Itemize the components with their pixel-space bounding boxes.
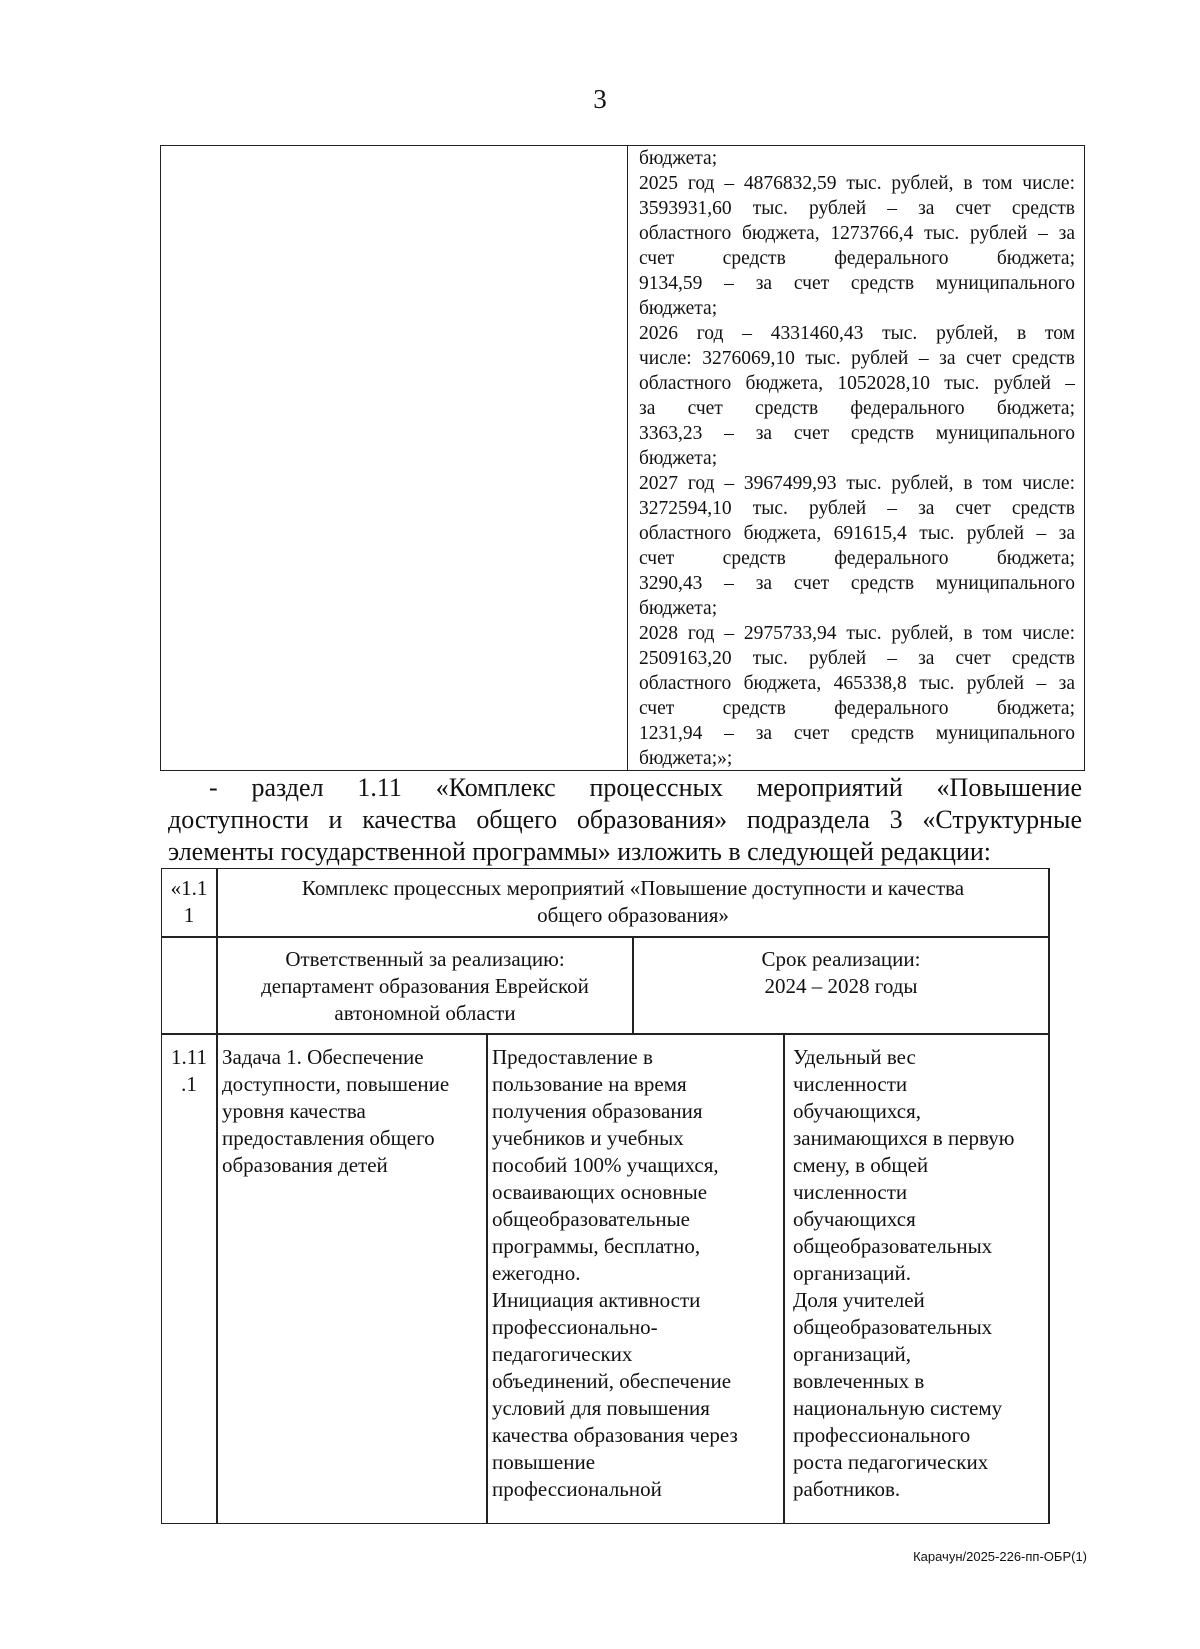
budget-line: 3593931,60 тыс. рублей – за счет средств bbox=[639, 198, 1075, 219]
budget-line: 2027 год – 3967499,93 тыс. рублей, в том числе: bbox=[639, 473, 1075, 494]
budget-line: за счет средств федерального бюджета; bbox=[639, 398, 1075, 419]
indicators-line: занимающихся в первую bbox=[793, 1126, 1015, 1150]
effects-line: общеобразовательные bbox=[492, 1207, 690, 1231]
indicators-cell bbox=[793, 1044, 1045, 1503]
budget-line: областного бюджета, 691615,4 тыс. рублей – за bbox=[639, 523, 1075, 544]
effects-line: пользование на время bbox=[492, 1072, 687, 1096]
paragraph-line: элементы государственной программы» изложить в следующей редакции: bbox=[168, 837, 992, 866]
indicators-line: численности bbox=[793, 1180, 908, 1204]
budget-line: областного бюджета, 1052028,10 тыс. рублей – bbox=[639, 373, 1075, 394]
program-table bbox=[161, 868, 1050, 1524]
header-number bbox=[162, 875, 216, 929]
indicators-line: организаций. bbox=[793, 1261, 911, 1285]
header-title bbox=[218, 875, 1048, 929]
header-title-line: Комплекс процессных мероприятий «Повышение доступности и качества bbox=[301, 876, 965, 900]
row-number-line: .1 bbox=[181, 1072, 197, 1096]
effects-line: осваивающих основные bbox=[492, 1180, 708, 1204]
effects-line: педагогических bbox=[492, 1342, 633, 1366]
effects-column-rule bbox=[783, 1033, 785, 1524]
budget-line: 2025 год – 4876832,59 тыс. рублей, в том числе: bbox=[639, 173, 1075, 194]
responsible-line: Ответственный за реализацию: bbox=[285, 947, 565, 971]
budget-line: 3290,43 – за счет средств муниципального bbox=[639, 573, 1075, 594]
header-number-line: 1 bbox=[183, 903, 195, 927]
budget-line: счет средств федерального бюджета; bbox=[639, 248, 1075, 269]
indicators-line: роста педагогических bbox=[793, 1450, 989, 1474]
table-right-border bbox=[1048, 869, 1050, 1524]
effects-line: ежегодно. bbox=[492, 1261, 581, 1285]
effects-line: Инициация активности bbox=[492, 1288, 701, 1312]
row-number bbox=[162, 1044, 216, 1098]
indicators-line: организаций, bbox=[793, 1342, 911, 1366]
effects-line: объединений, обеспечение bbox=[492, 1369, 732, 1393]
indicators-line: работников. bbox=[793, 1477, 901, 1501]
effects-line: повышение bbox=[492, 1450, 596, 1474]
task-line: предоставления общего bbox=[222, 1126, 435, 1150]
budget-line: бюджета;»; bbox=[639, 748, 733, 769]
effects-line: профессиональной bbox=[492, 1477, 662, 1501]
row-number-line: 1.11 bbox=[171, 1045, 207, 1069]
period-cell bbox=[634, 946, 1048, 1000]
budget-line: бюджета; bbox=[639, 298, 718, 319]
budget-financing-cell bbox=[639, 146, 1075, 771]
budget-line: 3272594,10 тыс. рублей – за счет средств bbox=[639, 498, 1075, 519]
indicators-line: профессионального bbox=[793, 1423, 971, 1447]
effects-line: получения образования bbox=[492, 1099, 703, 1123]
task-line: уровня качества bbox=[222, 1099, 366, 1123]
task-column-rule bbox=[486, 1033, 488, 1524]
period-line: 2024 – 2028 годы bbox=[764, 974, 918, 998]
effects-line: учебников и учебных bbox=[492, 1126, 684, 1150]
budget-line: счет средств федерального бюджета; bbox=[639, 548, 1075, 569]
effects-line: программы, бесплатно, bbox=[492, 1234, 701, 1258]
indicators-line: вовлеченных в bbox=[793, 1369, 925, 1393]
indicators-line: общеобразовательных bbox=[793, 1315, 993, 1339]
table-header-bottom-rule bbox=[162, 936, 1050, 938]
effects-line: Предоставление в bbox=[492, 1045, 653, 1069]
budget-line: бюджета; bbox=[639, 598, 718, 619]
budget-line: областного бюджета, 465338,8 тыс. рублей – за bbox=[639, 673, 1075, 694]
page-number: 3 bbox=[593, 84, 607, 114]
table-meta-bottom-rule bbox=[162, 1033, 1050, 1035]
header-title-line: общего образования» bbox=[537, 903, 729, 927]
document-footer-code: Карачун/2025-226-пп-ОБР(1) bbox=[913, 1549, 1087, 1564]
paragraph-line: - раздел 1.11 «Комплекс процессных мероприятий «Повышение bbox=[209, 773, 1082, 802]
indicators-line: обучающихся, bbox=[793, 1099, 921, 1123]
budget-line: 2026 год – 4331460,43 тыс. рублей, в том bbox=[639, 323, 1075, 344]
budget-line: бюджета; bbox=[639, 148, 718, 169]
task-cell bbox=[222, 1044, 484, 1179]
budget-line: 2028 год – 2975733,94 тыс. рублей, в том числе: bbox=[639, 623, 1075, 644]
indicators-line: Доля учителей bbox=[793, 1288, 925, 1312]
period-line: Срок реализации: bbox=[761, 947, 921, 971]
task-line: образования детей bbox=[222, 1153, 388, 1177]
effects-line: условий для повышения bbox=[492, 1396, 710, 1420]
budget-table-divider bbox=[627, 146, 628, 770]
budget-line: 3363,23 – за счет средств муниципального bbox=[639, 423, 1075, 444]
effects-line: профессионально- bbox=[492, 1315, 658, 1339]
effects-line: качества образования через bbox=[492, 1423, 738, 1447]
budget-line: бюджета; bbox=[639, 448, 718, 469]
budget-line: числе: 3276069,10 тыс. рублей – за счет средств bbox=[639, 348, 1075, 369]
paragraph-line: доступности и качества общего образования» подраздела 3 «Структурные bbox=[168, 805, 1082, 834]
indicators-line: общеобразовательных bbox=[793, 1234, 993, 1258]
budget-line: счет средств федерального бюджета; bbox=[639, 698, 1075, 719]
amendment-paragraph bbox=[168, 772, 1082, 868]
responsible-cell bbox=[218, 946, 632, 1027]
indicators-line: национальную систему bbox=[793, 1396, 1003, 1420]
responsible-line: автономной области bbox=[334, 1001, 516, 1025]
budget-line: 9134,59 – за счет средств муниципального bbox=[639, 273, 1075, 294]
budget-line: 2509163,20 тыс. рублей – за счет средств bbox=[639, 648, 1075, 669]
indicators-line: обучающихся bbox=[793, 1207, 916, 1231]
indicators-line: Удельный вес bbox=[793, 1045, 916, 1069]
responsible-line: департамент образования Еврейской bbox=[261, 974, 589, 998]
task-line: доступности, повышение bbox=[222, 1072, 450, 1096]
header-number-line: «1.1 bbox=[170, 876, 208, 900]
budget-line: 1231,94 – за счет средств муниципального bbox=[639, 723, 1075, 744]
budget-table bbox=[160, 145, 1085, 771]
effects-cell bbox=[492, 1044, 780, 1503]
task-line: Задача 1. Обеспечение bbox=[222, 1045, 424, 1069]
indicators-line: численности bbox=[793, 1072, 908, 1096]
indicators-line: смену, в общей bbox=[793, 1153, 929, 1177]
budget-line: областного бюджета, 1273766,4 тыс. рублей – за bbox=[639, 223, 1075, 244]
effects-line: пособий 100% учащихся, bbox=[492, 1153, 719, 1177]
